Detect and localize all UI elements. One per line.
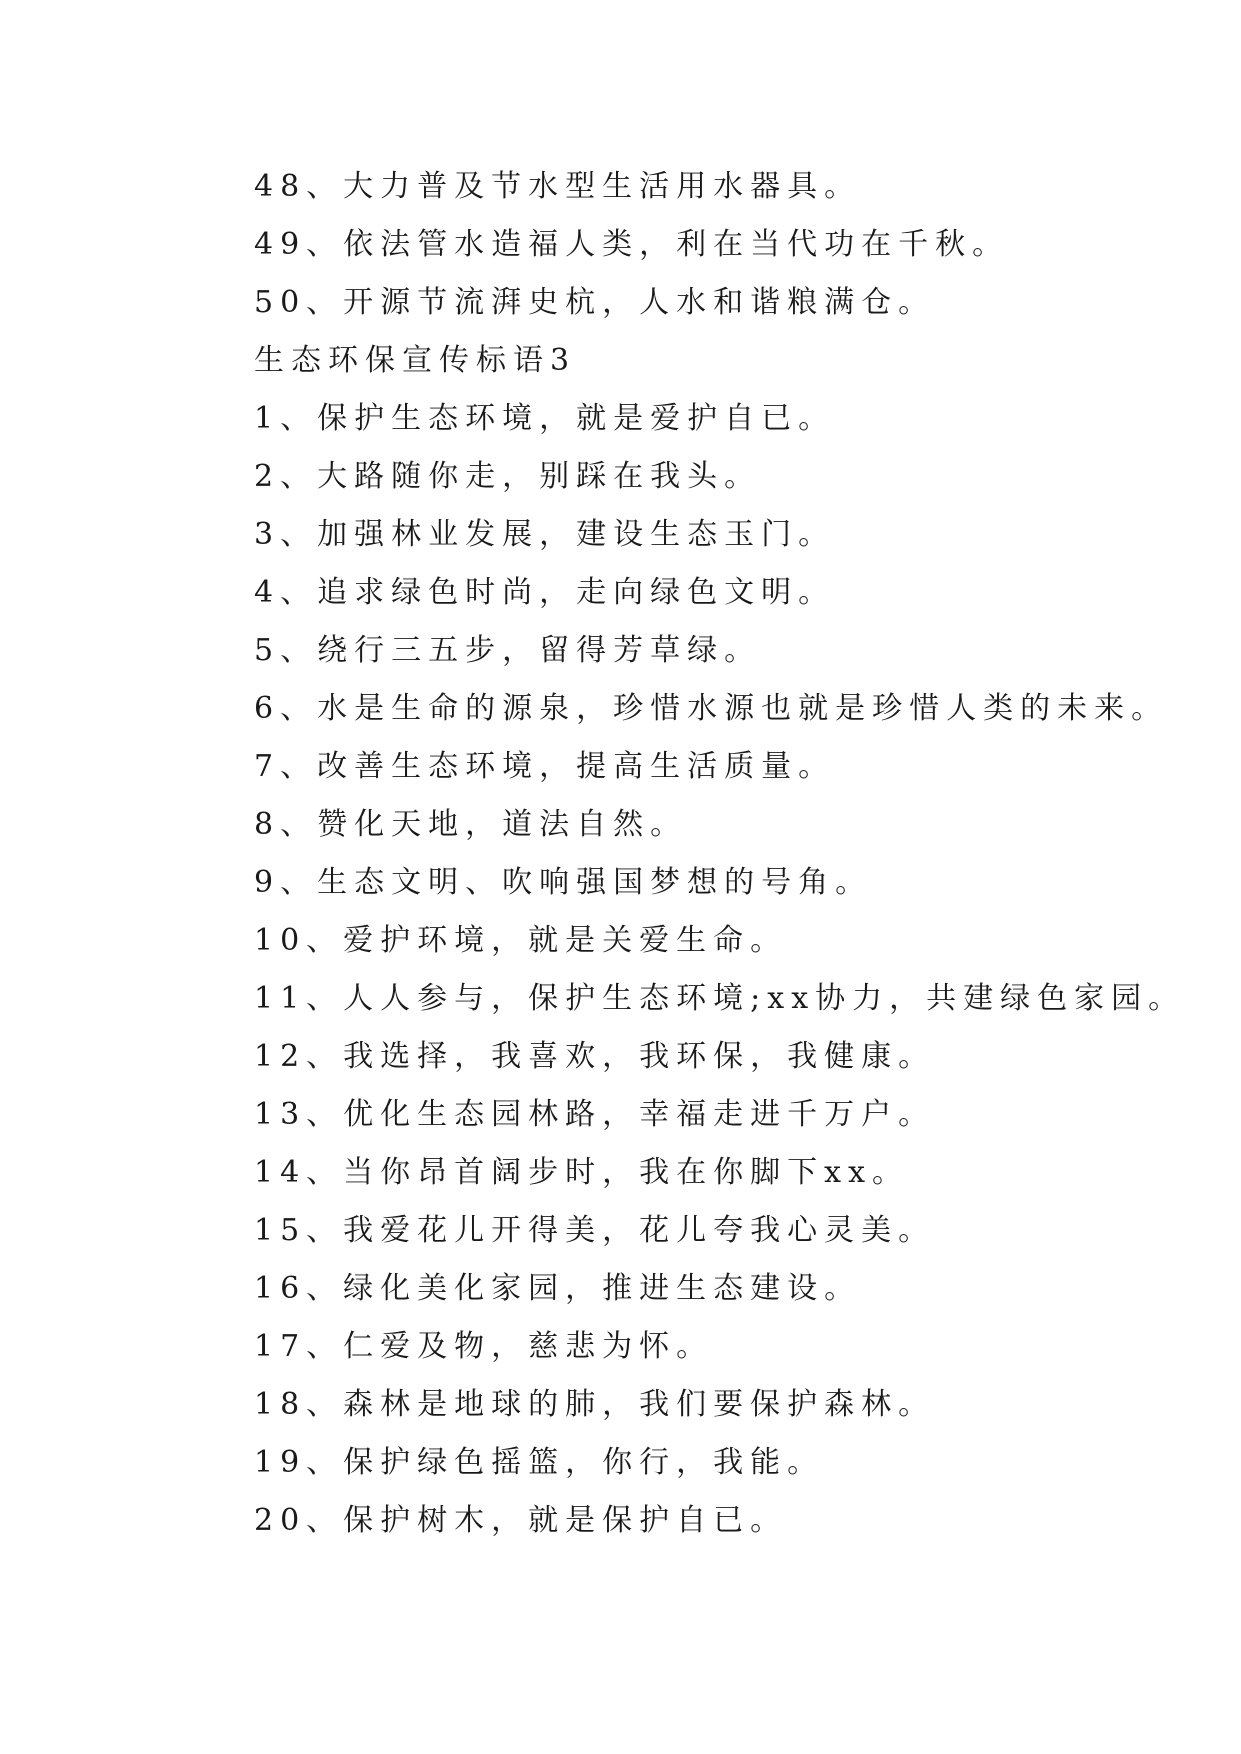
slogan-line: 17、仁爱及物，慈悲为怀。 <box>254 1329 714 1364</box>
slogan-line: 50、开源节流湃史杭，人水和谐粮满仓。 <box>254 285 936 320</box>
section-heading: 生态环保宣传标语3 <box>254 343 577 378</box>
slogan-line: 18、森林是地球的肺，我们要保护森林。 <box>254 1387 936 1422</box>
slogan-line: 48、大力普及节水型生活用水器具。 <box>254 169 862 204</box>
slogan-line: 19、保护绿色摇篮，你行，我能。 <box>254 1445 825 1480</box>
slogan-line: 9、生态文明、吹响强国梦想的号角。 <box>254 865 873 900</box>
slogan-list <box>254 158 1204 1550</box>
slogan-line: 2、大路随你走，别踩在我头。 <box>254 459 762 494</box>
slogan-line: 14、当你昂首阔步时，我在你脚下xx。 <box>254 1155 910 1190</box>
slogan-line: 11、人人参与，保护生态环境;xx协力，共建绿色家园。 <box>254 981 1186 1016</box>
slogan-line: 20、保护树木，就是保护自已。 <box>254 1503 788 1538</box>
slogan-line: 6、水是生命的源泉，珍惜水源也就是珍惜人类的未来。 <box>254 691 1169 726</box>
slogan-line: 49、依法管水造福人类，利在当代功在千秋。 <box>254 227 1010 262</box>
slogan-line: 7、改善生态环境，提高生活质量。 <box>254 749 836 784</box>
slogan-line: 4、追求绿色时尚，走向绿色文明。 <box>254 575 836 610</box>
slogan-line: 5、绕行三五步，留得芳草绿。 <box>254 633 762 668</box>
slogan-line: 8、赞化天地，道法自然。 <box>254 807 688 842</box>
slogan-line: 12、我选择，我喜欢，我环保，我健康。 <box>254 1039 936 1074</box>
slogan-line: 13、优化生态园林路，幸福走进千万户。 <box>254 1097 936 1132</box>
slogan-line: 3、加强林业发展，建设生态玉门。 <box>254 517 836 552</box>
slogan-line: 10、爱护环境，就是关爱生命。 <box>254 923 788 958</box>
slogan-line: 15、我爱花儿开得美，花儿夸我心灵美。 <box>254 1213 936 1248</box>
slogan-line: 1、保护生态环境，就是爱护自已。 <box>254 401 836 436</box>
slogan-line: 16、绿化美化家园，推进生态建设。 <box>254 1271 862 1306</box>
